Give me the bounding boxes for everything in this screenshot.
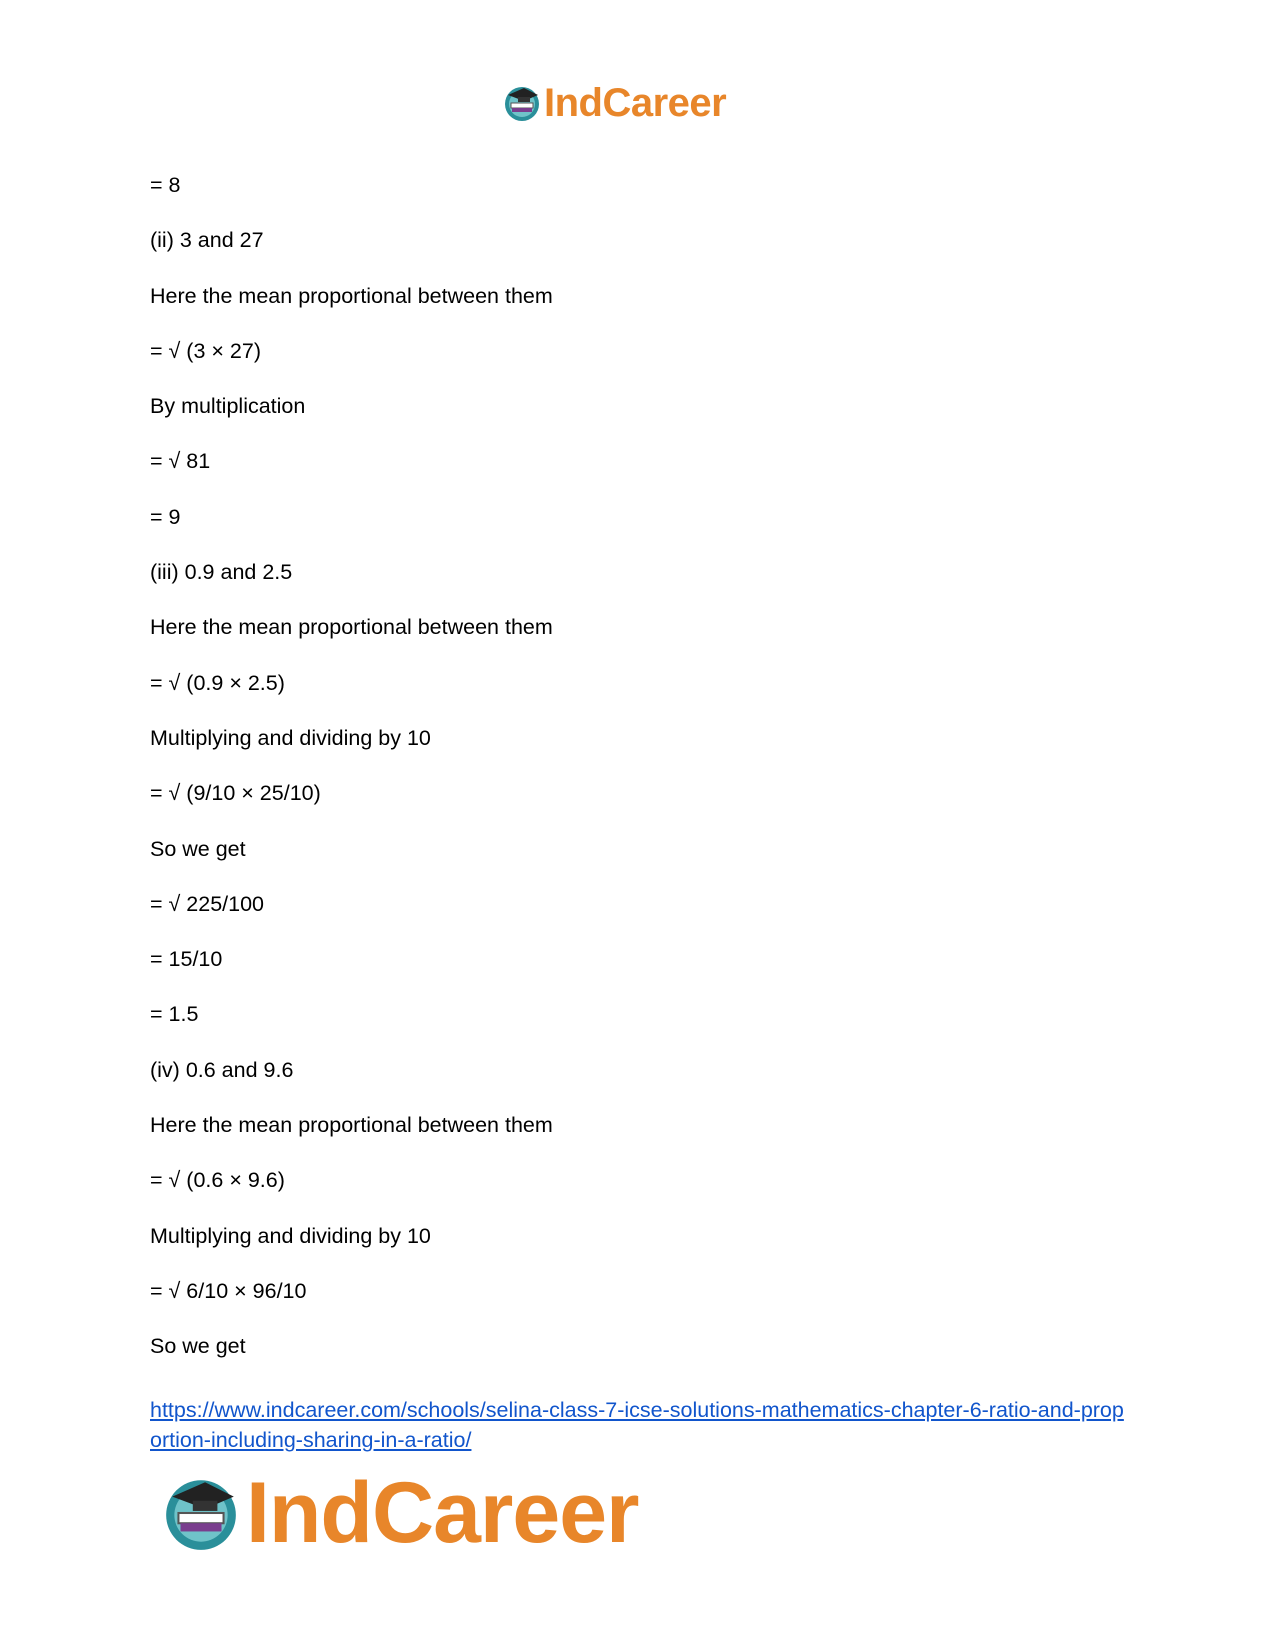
text-line: (ii) 3 and 27 <box>150 228 264 253</box>
text-line: = √ (9/10 × 25/10) <box>150 781 321 806</box>
text-line: = √ 81 <box>150 449 211 474</box>
text-line: = √ (0.9 × 2.5) <box>150 670 285 695</box>
source-link[interactable]: https://www.indcareer.com/schools/selina-class-7-icse-solutions-mathematics-chapter-6-ratio-and-proportion-including-sharing-in-a-ratio/ <box>150 1398 1124 1452</box>
text-line: = 8 <box>150 173 181 197</box>
text-line: (iv) 0.6 and 9.6 <box>150 1057 294 1082</box>
text-line: Here the mean proportional between them <box>150 615 553 640</box>
text-line: (iii) 0.9 and 2.5 <box>150 560 293 585</box>
footer-logo-text: IndCareer <box>246 1465 639 1561</box>
text-line: Multiplying and dividing by 10 <box>150 1223 431 1248</box>
text-line: = 1.5 <box>150 1002 199 1027</box>
text-line: So we get <box>150 836 246 861</box>
graduation-globe-icon <box>502 83 542 123</box>
text-line: Here the mean proportional between them <box>150 1113 553 1138</box>
text-line: So we get <box>150 1334 246 1359</box>
header-logo-text: IndCareer <box>544 81 727 125</box>
text-line: Multiplying and dividing by 10 <box>150 725 431 750</box>
header-logo <box>502 78 726 128</box>
text-line: = 9 <box>150 504 181 529</box>
text-line: = √ 6/10 × 96/10 <box>150 1278 307 1303</box>
text-line: Here the mean proportional between them <box>150 283 553 308</box>
footer-logo <box>160 1465 639 1561</box>
text-line: By multiplication <box>150 394 306 419</box>
text-line: = 15/10 <box>150 947 223 972</box>
graduation-globe-icon <box>160 1472 242 1554</box>
text-line: = √ (0.6 × 9.6) <box>150 1168 285 1193</box>
text-line: = √ (3 × 27) <box>150 338 261 363</box>
text-line: = √ 225/100 <box>150 891 265 916</box>
solution-body <box>150 172 1140 1389</box>
